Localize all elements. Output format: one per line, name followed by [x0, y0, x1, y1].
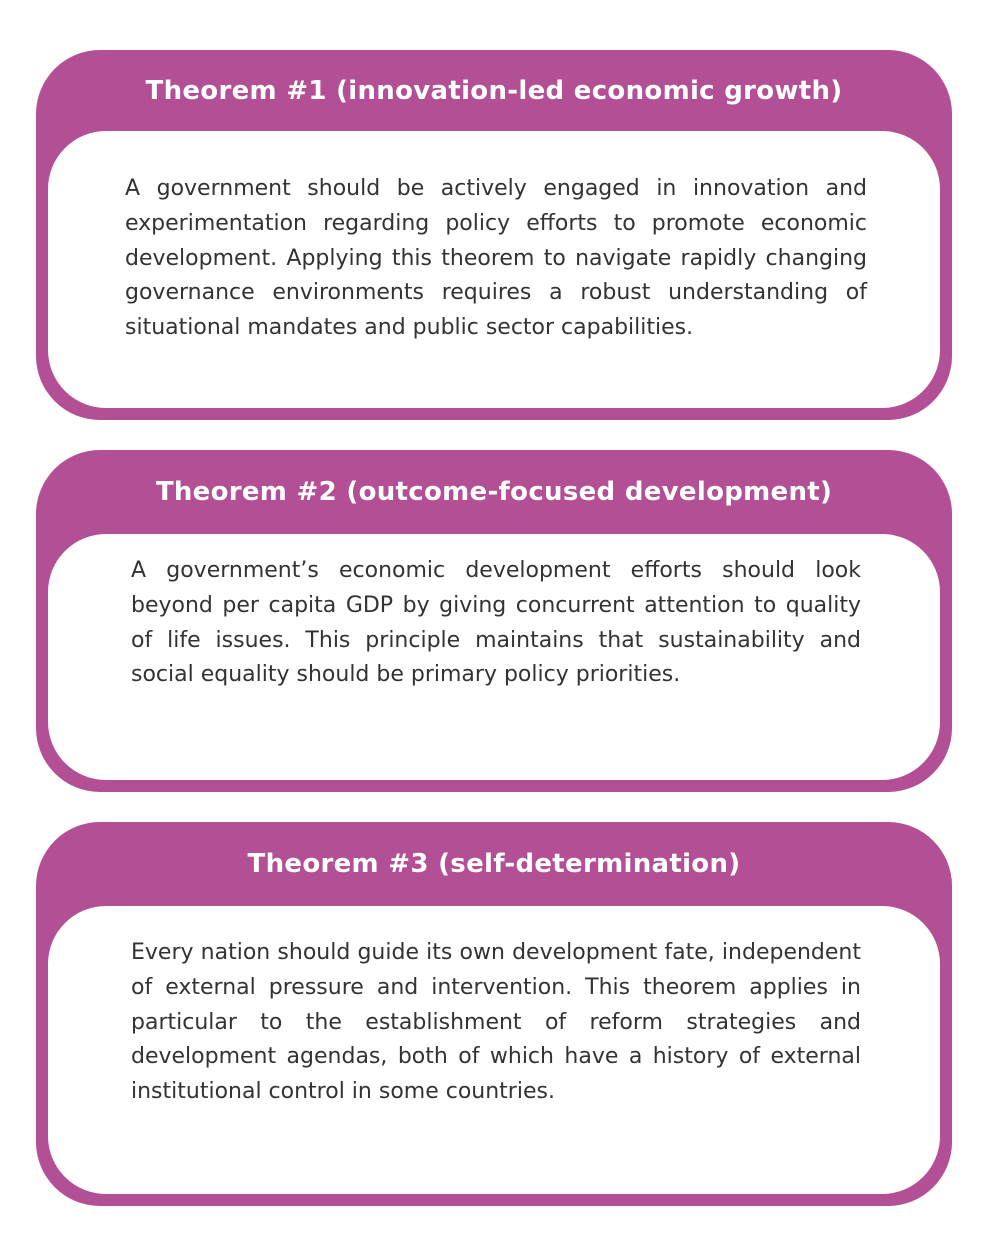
theorem-title: Theorem #2 (outcome-focused development) — [155, 477, 833, 507]
theorem-body-panel — [48, 534, 940, 780]
theorem-title: Theorem #3 (self-determination) — [247, 849, 741, 879]
theorem-card-1 — [36, 50, 952, 420]
theorem-body-panel — [48, 906, 940, 1194]
theorem-card-3 — [36, 822, 952, 1206]
theorem-card-2 — [36, 450, 952, 792]
theorem-title: Theorem #1 (innovation-led economic growth) — [145, 76, 843, 106]
theorem-description: A government should be actively engaged in innovation and experimentation regarding policy efforts to promote economic development. Applying this theorem to navigate rapidly changing governance environments requires a robust understanding of situational mandates and public sector capabilities. — [125, 176, 867, 341]
theorem-body-panel — [48, 131, 940, 408]
theorem-description: Every nation should guide its own development fate, independent of external pressure and intervention. This theorem applies in particular to the establishment of reform strategies and development agendas, both of which have a history of external institutional control in some countries. — [131, 940, 861, 1105]
theorem-description: A government’s economic development efforts should look beyond per capita GDP by giving concurrent attention to quality of life issues. This principle maintains that sustainability and social equality should be primary policy priorities. — [131, 558, 861, 688]
